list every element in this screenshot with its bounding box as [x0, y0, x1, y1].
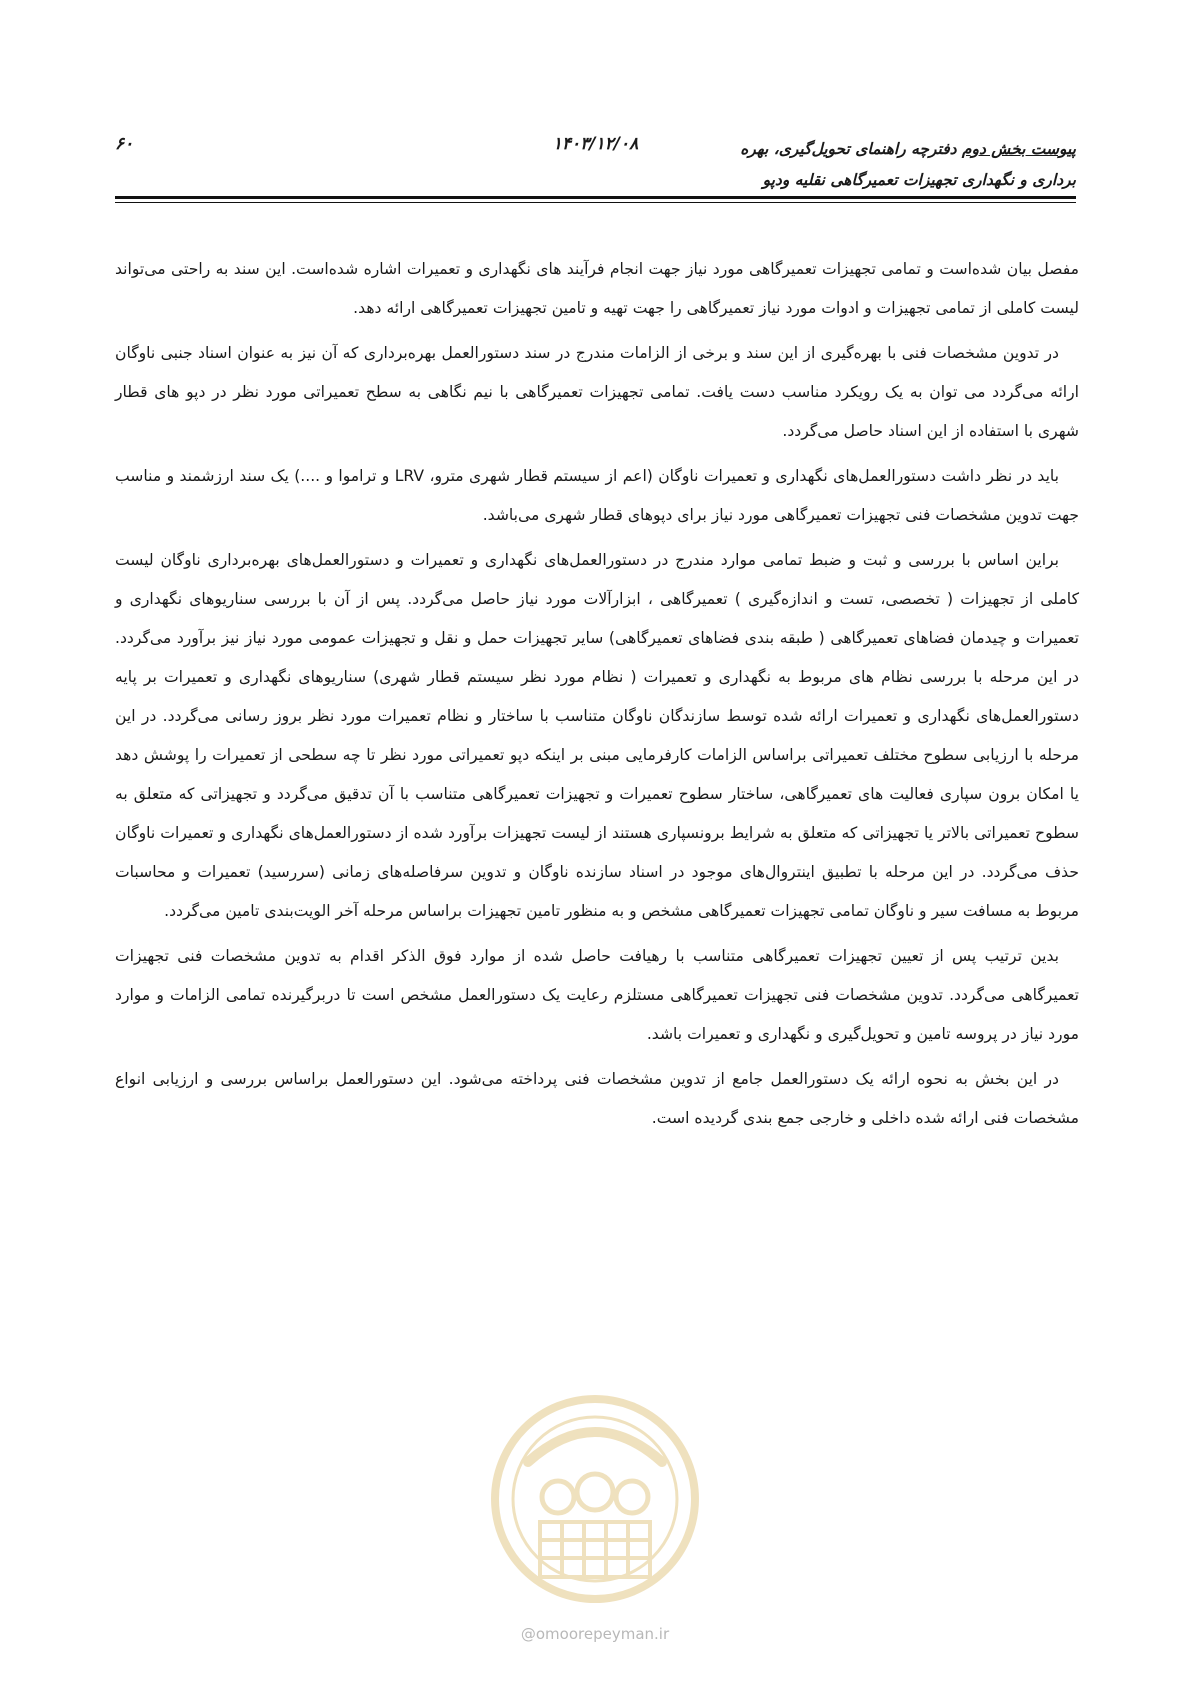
paragraph-3: باید در نظر داشت دستورالعمل‌های نگهداری و تعمیرات ناوگان (اعم از سیستم قطار شهری مترو، LRV و تراموا و ....) یک سند ارزشمند و مناسب جهت تدوین مشخصات فنی تجهیزات تعمیرگاهی مورد نیاز برای دپوهای قطار شهری می‌باشد. — [115, 467, 1079, 524]
header-rule-thin — [115, 202, 1076, 203]
title-underlined: پیوست بخش دوم — [961, 140, 1076, 158]
page-header — [115, 128, 1076, 188]
page-number: ۶۰ — [115, 134, 134, 154]
document-date: ۱۴۰۳/۱۲/۰۸ — [552, 134, 639, 154]
paragraph-4: براین اساس با بررسی و ثبت و ضبط تمامی موارد مندرج در دستورالعمل‌های نگهداری و تعمیرات و دستورالعمل‌های بهره‌برداری ناوگان لیست کاملی از تجهیزات ( تخصصی، تست و اندازه‌گیری ) تعمیرگاهی ، ابزارآلات مورد نیاز حاصل می‌گردد. پس از آن با بررسی سناریوهای نگهداری و تعمیرات و چیدمان فضاهای تعمیرگاهی ( طبقه بندی فضاهای تعمیرگاهی) سایر تجهیزات حمل و نقل و تجهیزات عمومی مورد نیاز نیز برآورد می‌گردد. در این مرحله با بررسی نظام های مربوط به نگهداری و تعمیرات ( نظام مورد نظر سیستم قطار شهری) سناریوهای نگهداری و تعمیرات بر پایه دستورالعمل‌های نگهداری و تعمیرات ارائه شده توسط سازندگان ناوگان متناسب با ساختار و نظام تعمیرات مورد نظر بروز رسانی می‌گردد. در این مرحله با ارزیابی سطوح مختلف تعمیراتی براساس الزامات کارفرمایی مبنی بر اینکه دپو تعمیراتی مورد نظر تا چه سطحی از تعمیرات را پوشش دهد یا امکان برون سپاری فعالیت های تعمیرگاهی، ساختار سطوح تعمیرات و تجهیزات تعمیرگاهی متناسب با آن تدقیق می‌گردد و تجهیزاتی که متعلق به سطوح تعمیراتی بالاتر یا تجهیزاتی که متعلق به شرایط برونسپاری هستند از لیست تجهیزات برآورد شده از دستورالعمل‌های نگهداری و تعمیرات ناوگان حذف می‌گردد. در این مرحله با تطبیق اینتروال‌های موجود در اسناد سازنده ناوگان و تدوین سرفاصله‌های زمانی (سررسید) تعمیرات و محاسبات مربوط به مسافت سیر و ناوگان تمامی تجهیزات تعمیرگاهی مشخص و به منظور تامین تجهیزات براساس مرحله آخر الویت‌بندی تامین می‌گردد. — [115, 551, 1079, 920]
paragraph-6: در این بخش به نحوه ارائه یک دستورالعمل جامع از تدوین مشخصات فنی پرداخته می‌شود. این دستورالعمل براساس بررسی و ارزیابی انواع مشخصات فنی ارائه شده داخلی و خارجی جمع بندی گردیده است. — [115, 1070, 1079, 1127]
body-text — [115, 250, 1079, 1144]
paragraph-5: بدین ترتیب پس از تعیین تجهیزات تعمیرگاهی متناسب با رهیافت حاصل شده از موارد فوق الذکر اقدام به تدوین مشخصات فنی تجهیزات تعمیرگاهی می‌گردد. تدوین مشخصات فنی تجهیزات تعمیرگاهی مستلزم رعایت یک دستورالعمل مشخص است تا دربرگیرنده تمامی الزامات و موارد مورد نیاز در پروسه تامین و تحویل‌گیری و نگهداری و تعمیرات باشد. — [115, 947, 1079, 1043]
omoorepeyman-seal-icon — [488, 1392, 702, 1606]
document-title — [716, 134, 1076, 196]
paragraph-2: در تدوین مشخصات فنی با بهره‌گیری از این سند و برخی از الزامات مندرج در سند دستورالعمل بهره‌برداری که آن نیز به عنوان اسناد جنبی ناوگان ارائه می‌گردد می توان به یک رویکرد مناسب دست یافت. تمامی تجهیزات تعمیرگاهی با نیم نگاهی به سطح تعمیراتی مورد نظر در دپو های قطار شهری با استفاده از این اسناد حاصل می‌گردد. — [115, 344, 1079, 440]
title-rest: دفترچه راهنمای تحویل‌گیری، بهره — [740, 140, 962, 158]
header-rule-thick — [115, 196, 1076, 199]
title-line-2: برداری و نگهداری تجهیزات تعمیرگاهی نقلیه ودپو — [762, 171, 1076, 189]
watermark-url: @omoorepeyman.ir — [520, 1625, 670, 1643]
paragraph-1: مفصل بیان شده‌است و تمامی تجهیزات تعمیرگاهی مورد نیاز جهت انجام فرآیند های نگهداری و تعمیرات اشاره شده‌است. این سند به راحتی می‌تواند لیست کاملی از تمامی تجهیزات و ادوات مورد نیاز تعمیرگاهی را جهت تهیه و تامین تجهیزات تعمیرگاهی ارائه دهد. — [115, 260, 1079, 317]
